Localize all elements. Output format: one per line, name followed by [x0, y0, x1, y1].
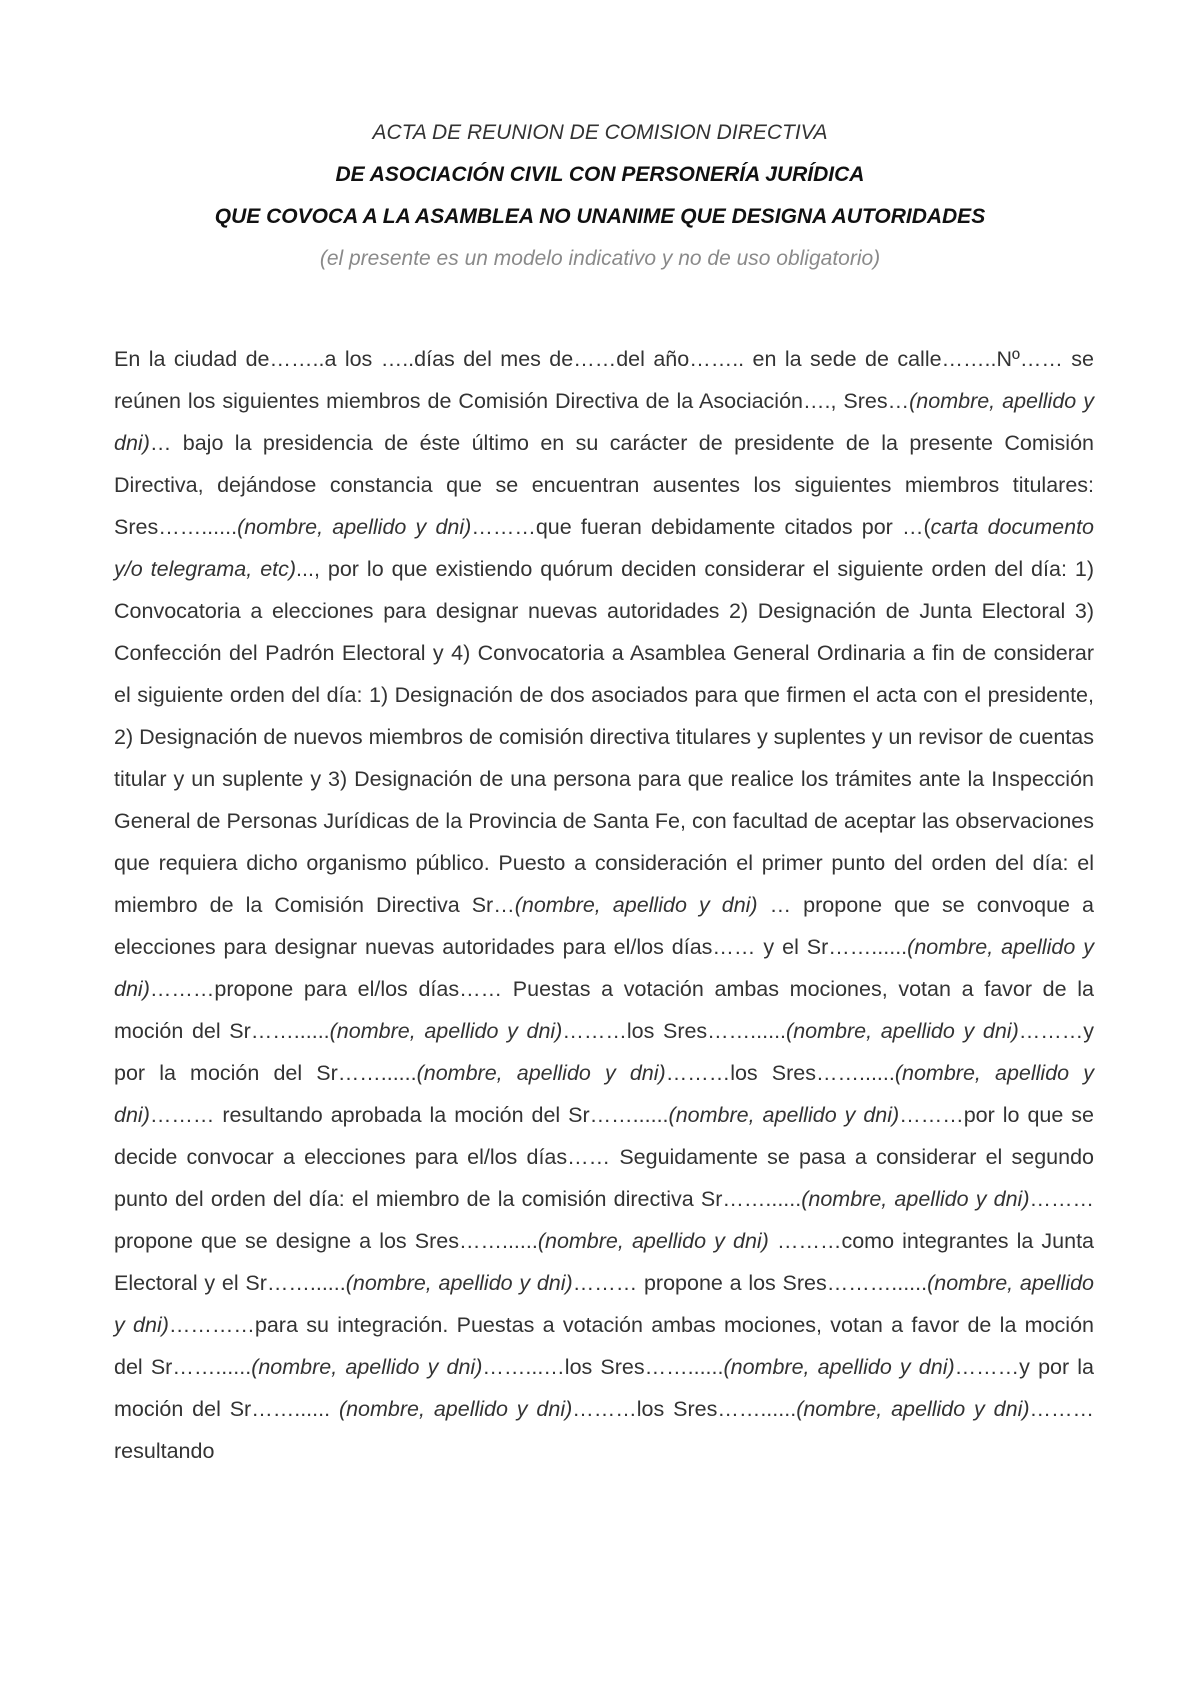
text-run: ………los Sres……...... — [572, 1397, 797, 1421]
placeholder-run: (nombre, apellido y dni) — [237, 515, 472, 539]
placeholder-run: (nombre, apellido y dni) — [723, 1355, 955, 1379]
text-run: … bajo la presidencia de éste último en su carácter de presidente de la presente Comisión Directiva, dejándose constancia que se encuentran ausentes los siguientes miembros titulares: Sres……...... — [114, 431, 1094, 539]
document-subtitle-2: QUE COVOCA A LA ASAMBLEA NO UNANIME QUE DESIGNA AUTORIDADES — [214, 205, 986, 228]
placeholder-run: (nombre, apellido y dni) — [329, 1019, 563, 1043]
text-run: …………para su integración. Puestas a votación ambas mociones, votan a favor de la moción del Sr……...... — [114, 1313, 1094, 1379]
placeholder-run: (nombre, apellido y dni) — [345, 1271, 573, 1295]
text-run: ……… resultando aprobada la moción del Sr……...... — [149, 1103, 669, 1127]
text-run: ..., por lo que existiendo quórum deciden considerar el siguiente orden del día: 1) Convocatoria a elecciones para designar nuevas autoridades 2) Designación de Junta Electoral 3) Confección del Padrón Electoral y 4) Convocatoria a Asamblea General Ordinaria a fin de considerar el siguiente orden del día: 1) Designación de dos asociados para que firmen el acta con el presidente, 2) Designación de nuevos miembros de comisión directiva titulares y suplentes y un revisor de cuentas titular y un suplente y 3) Designación de una persona para que realice los trámites ante la Inspección General de Personas Jurídicas de la Provincia de Santa Fe, con facultad de aceptar las observaciones que requiera dicho organismo público. Puesto a consideración el primer punto del orden del día: el miembro de la Comisión Directiva Sr… — [114, 557, 1094, 917]
text-run: ………los Sres……...... — [665, 1061, 895, 1085]
text-run: ………y por la moción del Sr……...... — [114, 1355, 1095, 1421]
text-run: ………propone que se designe a los Sres……...... — [114, 1187, 1094, 1253]
text-run: ………como integrantes la Junta Electoral y el Sr……...... — [114, 1229, 1094, 1295]
text-run: ………por lo que se decide convocar a elecciones para el/los días…… Seguidamente se pasa a considerar el segundo punto del orden del día: el miembro de la comisión directiva Sr……...... — [114, 1103, 1095, 1211]
placeholder-run: carta documento y/o telegrama, etc) — [114, 515, 1094, 581]
placeholder-run: (nombre, apellido y dni) — [338, 1397, 573, 1421]
document-note: (el presente es un modelo indicativo y no de uso obligatorio) — [319, 247, 881, 270]
placeholder-run: (nombre, apellido y dni) — [514, 893, 758, 917]
placeholder-run: (nombre, apellido y dni) — [786, 1019, 1019, 1043]
text-run: ………propone para el/los días…… Puestas a votación ambas mociones, votan a favor de la moción del Sr……...... — [114, 977, 1094, 1043]
placeholder-run: (nombre, apellido y dni) — [801, 1187, 1030, 1211]
document-header — [0, 112, 1200, 280]
body-paragraph — [114, 338, 1094, 1472]
placeholder-run: (nombre, apellido y dni) — [251, 1355, 483, 1379]
placeholder-run: (nombre, apellido y dni) — [114, 1061, 1094, 1127]
placeholder-run: (nombre, apellido y dni) — [114, 935, 1094, 1001]
text-run: ………los Sres……...... — [562, 1019, 787, 1043]
text-run: ………y por la moción del Sr……...... — [114, 1019, 1094, 1085]
placeholder-run: (nombre, apellido y dni) — [114, 389, 1094, 455]
text-run: En la ciudad de……..a los …..días del mes de……del año…….. en la sede de calle……..Nº…… se reúnen los siguientes miembros de Comisión Directiva de la Asociación…., Sres… — [114, 347, 1094, 413]
text-run: ………que fueran debidamente citados por …( — [471, 515, 931, 539]
text-run: … propone que se convoque a elecciones para designar nuevas autoridades para el/los días…… y el Sr……...... — [114, 893, 1095, 959]
text-run: ……… propone a los Sres………...... — [572, 1271, 928, 1295]
text-run: ………resultando — [114, 1397, 1095, 1463]
placeholder-run: (nombre, apellido y dni) — [416, 1061, 666, 1085]
text-run: ……...…los Sres……...... — [482, 1355, 724, 1379]
placeholder-run: (nombre, apellido y dni) — [114, 1271, 1095, 1337]
placeholder-run: (nombre, apellido y dni) — [796, 1397, 1030, 1421]
placeholder-run: (nombre, apellido y dni) — [668, 1103, 900, 1127]
document-subtitle: DE ASOCIACIÓN CIVIL CON PERSONERÍA JURÍDICA — [335, 163, 865, 186]
document-title: ACTA DE REUNION DE COMISION DIRECTIVA — [372, 121, 828, 144]
placeholder-run: (nombre, apellido y dni) — [537, 1229, 769, 1253]
